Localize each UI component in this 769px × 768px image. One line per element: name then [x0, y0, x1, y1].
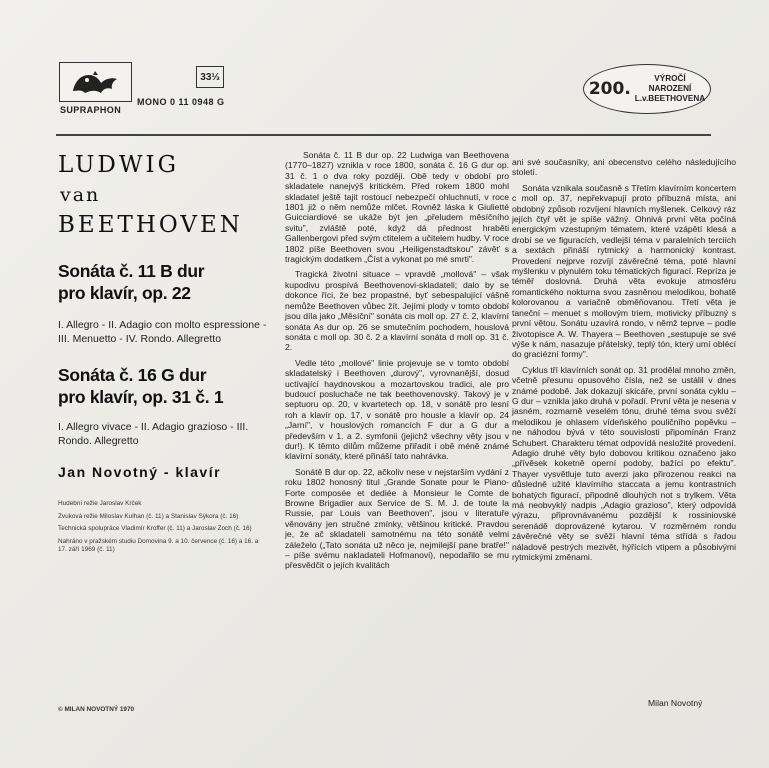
anniversary-line1: VÝROČÍ	[654, 74, 686, 83]
composer-last-name: BEETHOVEN	[58, 212, 243, 238]
sonata2-movements: I. Allegro vivace - II. Adagio grazioso - III. Rondo. Allegretto	[58, 421, 249, 447]
label-brand: SUPRAPHON	[60, 105, 122, 115]
sonata2-title-line1: Sonáta č. 16 G dur	[58, 365, 207, 385]
paragraph: Sonáta č. 11 B dur op. 22 Ludwiga van Beethovena (1770–1827) vznikla v roce 1800, sonáta č. 16 G dur op. 31 č. 1 o dva roky později. Obě tedy v období pro skladatele nanejvýš kritickém. Před rokem 1800 mohl skladatel ještě tajit rostoucí nebezpečí ohluchnutí, v roce 1801 již o něm nemůže mlčet. Rovněž láska k Giulietté Guicciardiové se ukáže být jen „přeludem měsíčního svitu", zvláště poté, když dá přednost hraběti Gallenbergovi před svým ctitelem a učitelem hudby. V roce 1802 píše Beethoven svou „Heiligenstadtskou" závěť s tragickým dodatkem „Číst a vykonat po mé smrti".	[285, 150, 509, 265]
composer-first-name: LUDWIG	[58, 152, 179, 178]
paragraph: Tragická životní situace – vpravdě „mollová" – však kupodivu prospívá Beethovenovi-skladateli; dalo by se dokonce říci, že bez propastné, byť sebespalující vášně nemůže Beethoven vůbec žít. Jejími plody v tomto období jsou díla jako „Měsíční" sonáta cis moll op. 27 č. 2, klavírní sonáta As dur op. 26 se smutečním pochodem, houslová sonáta c moll op. 30 č. 2 a klavírní sonáta d moll op. 31 č. 2.	[285, 269, 509, 353]
anniversary-text	[635, 74, 705, 104]
paragraph: Cyklus tří klavírních sonát op. 31 prodělal mnoho změn, včetně přesunu opusového čísla, než se ustálil v dnes známé podobě. Jak dokazují skicáře, první sonáta cyklu – G dur – vznikla jako druhá v pořadí. První věta je nesena v jasném, rozmarně veselém tónu, druhé téma svou svěží melodikou je ohlasem vídeňského pouličního popěvku – ne náhodou bývá v této souvislosti připomínán Franz Schubert. Charakteru témat odpovídá nesložité provedení. Adagio druhé věty bylo dobovou kritikou označeno jako „přívěsek koketně operní podoby, bažící po efektu". Thayer vysvětluje tuto averzi jako přirozenou reakci na důsledně užité klavírního staccata a jemu kontrastních bohatých figurací, připodně dlouhých not s trylkem. Věta má neobvyklý nadpis „Adagio grazioso", který odpovídá výrazu, připrovnávanému pozdější k rossiniovské serenádě doprovázené kytarou. V rozměrném rondu závěrečné věty se svěží hlavní téma střídá s řadou náladově pestrých mezivět, hýřících vtipem a působivými rytmickými změnami.	[512, 364, 736, 563]
paragraph: Sonátě B dur op. 22, ačkoliv nese v nejstarším vydání z roku 1802 honosný titul „Grande Sonate pour le Piano-Forte composée et dediée à Monsieur le Comte de Browne Brigadier aux Service de S. M. J. de toute la Russie, par Louis van Beethoven", jsou v literatuře věnovány jen stručné zmínky, většinou kritické. Pravdou je, že ač skladateli samotnému na této sonátě velmi záleželo („Tato sonáta už něco je, nejmilejší pane bratře!" – píše svému nakladateli Hofmanovi), nepodařilo se mu přesvědčit o jejích kvalitách	[285, 466, 509, 571]
credit-line: Zvuková režie Miloslav Kulhan (č. 11) a Stanislav Sýkora (č. 16)	[58, 512, 239, 520]
supraphon-logo	[59, 62, 132, 102]
credit-line: Nahráno v pražském studiu Domovina 9. a 10. července (č. 16) a 16. a 17. září 1969 (č. 11)	[58, 537, 259, 554]
sonata1-title-line1: Sonáta č. 11 B dur	[58, 261, 205, 281]
catalog-number: MONO 0 11 0948 G	[137, 97, 225, 107]
credit-line: Hudební režie Jaroslav Krček	[58, 500, 142, 507]
liner-notes-column-1	[285, 150, 509, 576]
credit-line: Technická spolupráce Vladimír Kroffer (č. 11) a Jaroslav Zoch (č. 16)	[58, 525, 252, 533]
sonata2-title-line2: pro klavír, op. 31 č. 1	[58, 387, 224, 407]
header	[0, 0, 769, 140]
anniversary-line2: NAROZENÍ	[648, 84, 692, 93]
liner-notes-column-2	[512, 157, 736, 567]
sonata1-title-line2: pro klavír, op. 22	[58, 283, 191, 303]
lion-emblem-icon	[65, 67, 127, 97]
header-divider	[56, 134, 711, 136]
composer-particle: van	[60, 184, 101, 206]
anniversary-badge	[583, 64, 711, 114]
sonata1-movements: I. Allegro - II. Adagio con molto espressione - III. Menuetto - IV. Rondo. Allegretto	[58, 319, 267, 345]
author-signature: Milan Novotný	[648, 698, 703, 708]
rpm-badge: 33⅓	[196, 66, 224, 88]
paragraph: Sonáta vznikala současně s Třetím klavírním koncertem c moll op. 37, nepřekvapují proto příbuzná místa, ani obdobný způsob rozvíjení hlavních myšlenek. Celkový ráz jejích čtyř vět je spíše vážný. Ohnivá první věta počíná energickým vzestupným tématem, které vzápětí klesá a drobí se ve figuracích, vedlejší téma v paralelních terciích a sextách přináší rytmický a harmonický kontrast. Provedení nejprve rozvíjí závěrečné téma, poté hlavní myšlenku v plynulém toku tématických figurací. Repríza je téměř doslovná. Druhá věta evokuje atmosféru romantického nokturna svou zasněnou melodikou, bohatě kolorovanou a variačně obměňovanou. Třetí věta je taneční – menuet s mollovým triem, motivicky příbuzný s první větou. Sonátu uzavírá rondo, v němž teprve – podle životopisce A. W. Thayera – Beethoven „sestupuje se své výše k nám, nasazuje přátelský, teplý tón, který umí oblécí do graciézní formy".	[512, 182, 736, 360]
anniversary-number: 200.	[588, 79, 631, 99]
paragraph: ani své současníky, ani obecenstvo celého následujícího století.	[512, 157, 736, 178]
performer: Jan Novotný - klavír	[58, 464, 222, 480]
title-column	[58, 150, 268, 555]
anniversary-line3: L.v.BEETHOVENA	[634, 94, 706, 103]
paragraph: Vedle této „mollové" linie projevuje se v tomto období skladatelský i Beethoven „durový", vyrovnanější, dosud uctívající haydnovskou a mozartovskou tradici, ale pro budoucí posluchače ne tak beethovenovský. Takový je v septuoru op. 20, v kvartetech op. 18, v sonátě pro lesní roh a klavír op. 17, v sonátě pro housle a klavír op. 24 „Jarní", v houslových romancích F dur a G dur a především v 1. a 2. symfonii (jejichž všechny věty jsou v dur!). K těmto dílům můžeme přiřadit i obě méně známé klavírní sonáty, které přináší tato nahrávka.	[285, 357, 509, 462]
copyright: © MILAN NOVOTNÝ 1970	[58, 706, 135, 713]
